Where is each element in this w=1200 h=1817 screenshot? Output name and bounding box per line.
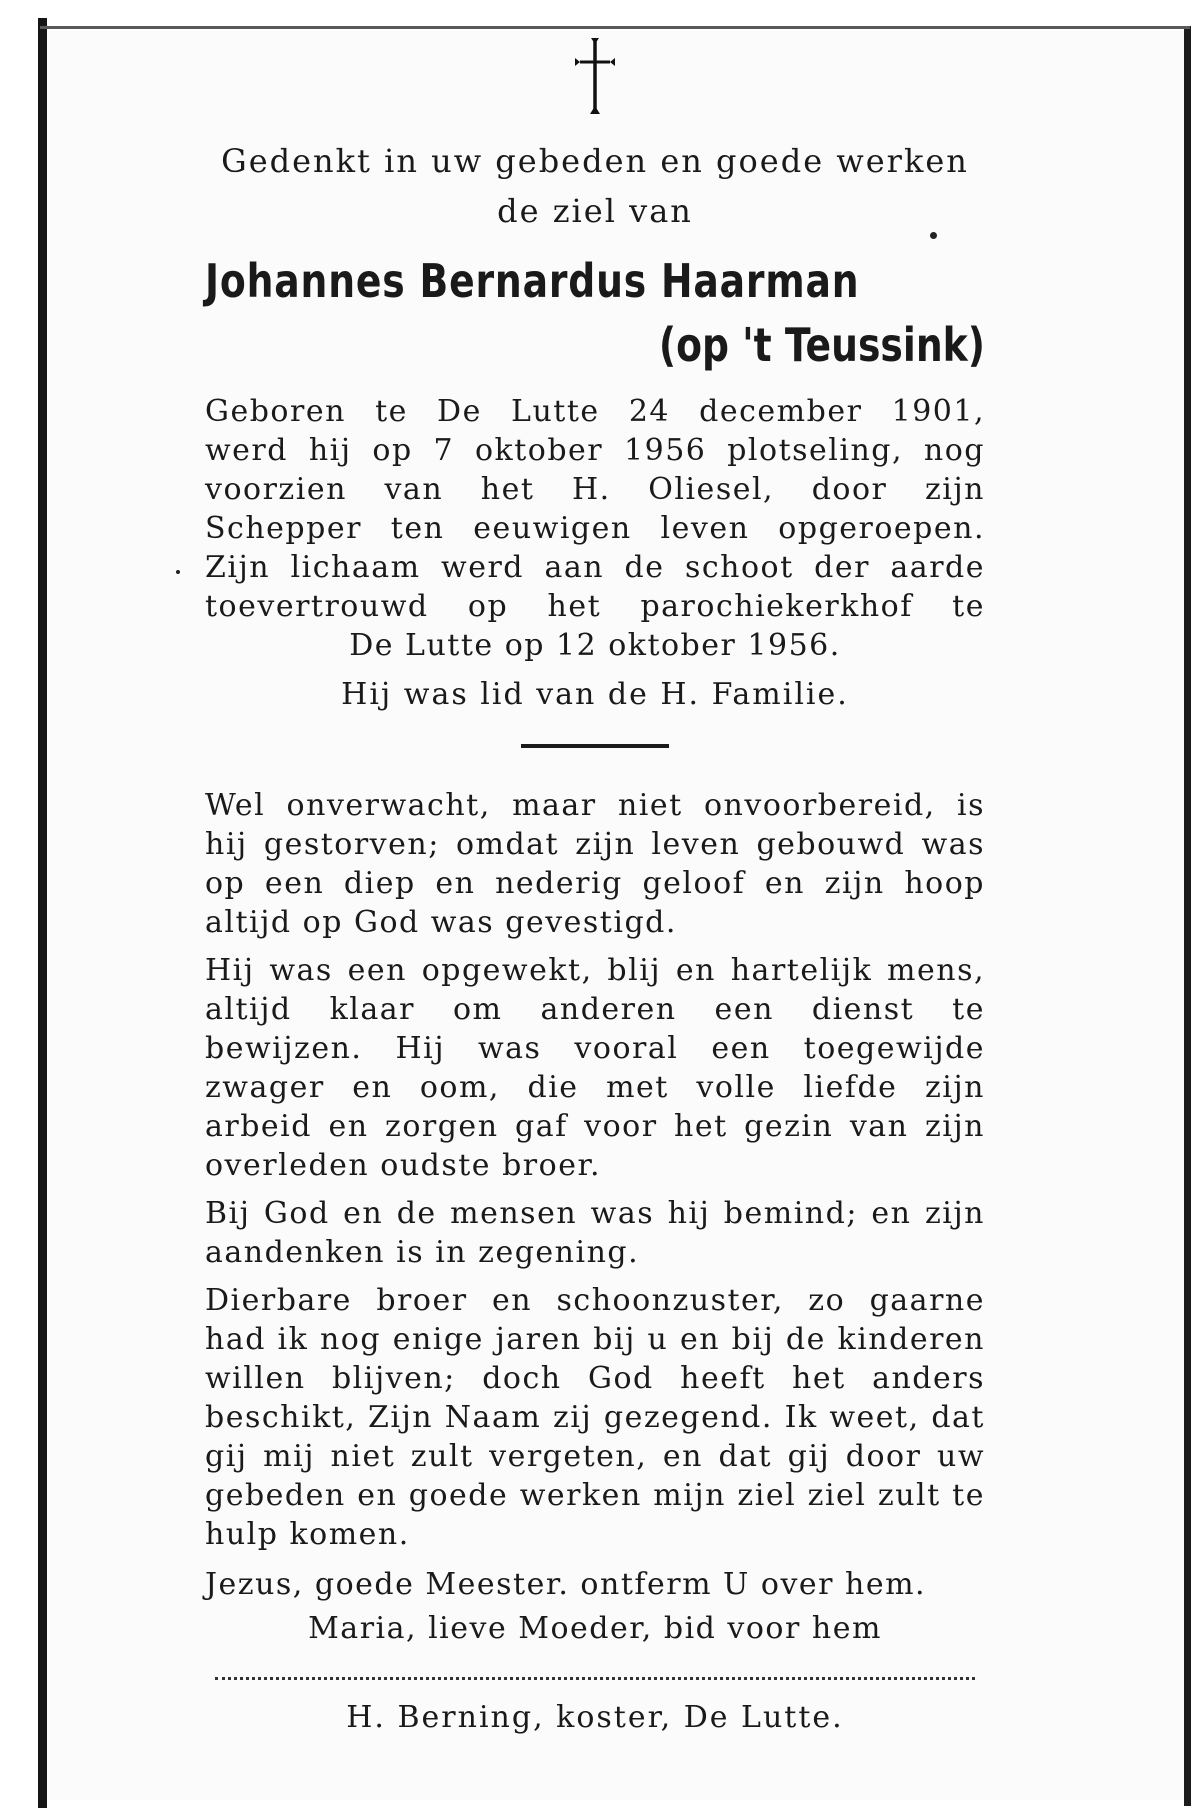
bio-line: Geboren te De Lutte 24 december 1901, <box>205 394 985 429</box>
intro-text <box>205 136 985 236</box>
paragraph: Wel onverwacht, maar niet onvoorbereid, is hij gestorven; omdat zijn leven gebouwd was op een diep en nederig geloof en zijn hoop altijd op God was gevestigd. <box>205 788 985 940</box>
bio-line: werd hij op 7 oktober 1956 plotseling, nog <box>205 433 985 468</box>
dotted-rule <box>215 1677 975 1680</box>
card-content <box>205 36 985 1735</box>
deceased-nickname: (op 't Teussink) <box>658 318 985 372</box>
prayer-maria: Maria, lieve Moeder, bid voor hem <box>308 1611 882 1646</box>
bio-line: Zijn lichaam werd aan de schoot der aarde <box>205 550 985 585</box>
cross-icon <box>575 36 615 116</box>
paragraph: Hij was een opgewekt, blij en hartelijk mens, altijd klaar om anderen een dienst te bewijzen. Hij was vooral een toegewijde zwager en oom, die met volle liefde zijn arbeid en zorgen gaf voor het gezin van zijn overleden oudste broer. <box>205 953 985 1183</box>
paragraph: Dierbare broer en schoonzuster, zo gaarne had ik nog enige jaren bij u en bij de kinderen willen blijven; doch God heeft het anders beschikt, Zijn Naam zij gezegend. Ik weet, dat gij mij niet zult vergeten, en dat gij door uw gebeden en goede werken mijn ziel ziel zult te hulp komen. <box>205 1283 985 1552</box>
prayer-jezus: Jezus, goede Meester. ontferm U over hem. <box>205 1567 927 1602</box>
deceased-name: Johannes Bernardus Haarman <box>205 254 860 308</box>
card-border-right <box>1184 26 1191 1806</box>
divider-rule <box>521 744 669 748</box>
intro-line-1: Gedenkt in uw gebeden en goede werken <box>221 142 969 180</box>
intro-line-2: de ziel van <box>497 192 693 230</box>
biography <box>205 392 985 665</box>
bio-line: Schepper ten eeuwigen leven opgeroepen. <box>205 511 985 546</box>
bio-line: De Lutte op 12 oktober 1956. <box>349 628 841 663</box>
bio-line: voorzien van het H. Oliesel, door zijn <box>205 472 985 507</box>
card-border-top <box>40 26 1190 29</box>
membership-line: Hij was lid van de H. Familie. <box>341 677 849 712</box>
card-border-left <box>38 18 47 1808</box>
bio-line: toevertrouwd op het parochiekerkhof te <box>205 589 985 624</box>
ink-speck <box>176 570 180 574</box>
printer-credit: H. Berning, koster, De Lutte. <box>346 1700 844 1735</box>
paragraph: Bij God en de mensen was hij bemind; en zijn aandenken is in zegening. <box>205 1196 985 1270</box>
